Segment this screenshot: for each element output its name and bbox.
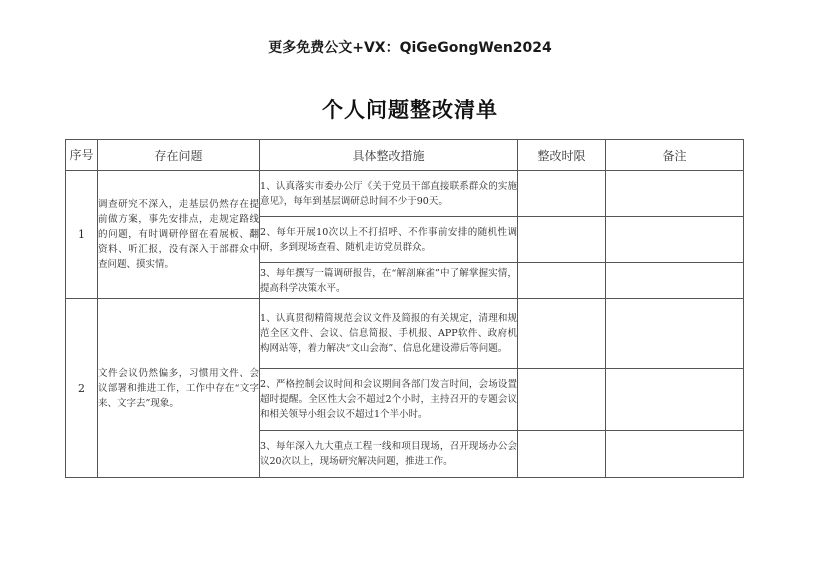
remark-cell — [606, 299, 744, 369]
header-text: 更多免费公文+VX：QiGeGongWen2024 — [268, 40, 552, 56]
row-number: 1 — [66, 171, 98, 299]
deadline-cell — [518, 431, 606, 478]
deadline-cell — [518, 299, 606, 369]
measure-cell: 2、每年开展10次以上不打招呼、不作事前安排的随机性调研，多到现场查看、随机走访党员群众。 — [260, 217, 518, 263]
measure-cell: 1、认真落实市委办公厅《关于党员干部直接联系群众的实施意见》，每年到基层调研总时间不少于90天。 — [260, 171, 518, 217]
measure-cell: 1、认真贯彻精简规范会议文件及简报的有关规定，清理和规范全区文件、会议、信息简报、手机报、APP软件、政府机构网站等，着力解决“文山会海”、信息化建设滞后等问题。 — [260, 299, 518, 369]
header-issue: 存在问题 — [98, 140, 260, 171]
remark-cell — [606, 217, 744, 263]
issue-cell: 文件会议仍然偏多，习惯用文件、会议部署和推进工作，工作中存在“文字来、文字去”现象。 — [98, 299, 260, 478]
table-row — [66, 171, 744, 217]
measure-cell: 2、严格控制会议时间和会议期间各部门发言时间，会场设置超时提醒。全区性大会不超过2个小时，主持召开的专题会议和相关领导小组会议不超过1个半小时。 — [260, 369, 518, 431]
remark-cell — [606, 369, 744, 431]
page-title: 个人问题整改清单 — [322, 98, 498, 122]
header-measures: 具体整改措施 — [260, 140, 518, 171]
table-row — [66, 299, 744, 369]
deadline-cell — [518, 217, 606, 263]
table-header-row — [66, 140, 744, 171]
remark-cell — [606, 431, 744, 478]
remark-cell — [606, 263, 744, 299]
row-number: 2 — [66, 299, 98, 478]
measure-cell: 3、每年撰写一篇调研报告，在“解剖麻雀”中了解掌握实情，提高科学决策水平。 — [260, 263, 518, 299]
rectification-table — [65, 139, 744, 478]
deadline-cell — [518, 171, 606, 217]
remark-cell — [606, 171, 744, 217]
deadline-cell — [518, 369, 606, 431]
header-deadline: 整改时限 — [518, 140, 606, 171]
deadline-cell — [518, 263, 606, 299]
measure-cell: 3、每年深入九大重点工程一线和项目现场，召开现场办公会议20次以上，现场研究解决问题，推进工作。 — [260, 431, 518, 478]
issue-cell: 调查研究不深入，走基层仍然存在提前做方案，事先安排点，走规定路线的问题，有时调研停留在看展板、翻资料、听汇报，没有深入于部群众中查问题、摸实情。 — [98, 171, 260, 299]
header-remark: 备注 — [606, 140, 744, 171]
header-no: 序号 — [66, 140, 98, 171]
